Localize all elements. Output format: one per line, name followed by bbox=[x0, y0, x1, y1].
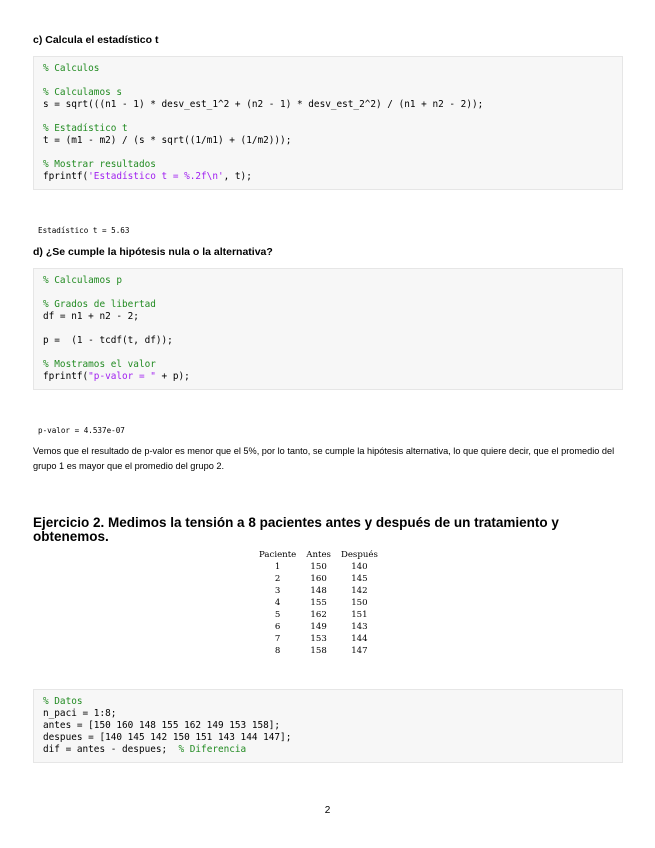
table-row bbox=[254, 633, 383, 645]
code-line bbox=[43, 75, 613, 87]
code-line bbox=[43, 720, 613, 732]
table-cell: 160 bbox=[310, 574, 327, 584]
table-row bbox=[254, 609, 383, 621]
code-line bbox=[43, 744, 613, 756]
page-number: 2 bbox=[324, 805, 331, 816]
code-line bbox=[43, 147, 613, 159]
code-line bbox=[43, 323, 613, 335]
table-cell: 151 bbox=[351, 610, 368, 620]
code-block-exercise-2 bbox=[33, 689, 623, 763]
code-line bbox=[43, 299, 613, 311]
table-cell: 140 bbox=[351, 562, 368, 572]
code-string: "p-valor = " bbox=[88, 371, 156, 382]
code-line bbox=[43, 359, 613, 371]
code-line bbox=[43, 287, 613, 299]
table-cell: 1 bbox=[274, 562, 281, 572]
table-body bbox=[254, 561, 383, 657]
code-text: p = (1 - tcdf(t, df)); bbox=[43, 335, 173, 346]
code-comment: % Diferencia bbox=[178, 744, 247, 755]
table-cell: 8 bbox=[274, 646, 281, 656]
header-antes: Antes bbox=[306, 550, 331, 560]
table-row bbox=[254, 561, 383, 573]
table-cell: 142 bbox=[351, 586, 368, 596]
table-cell: 147 bbox=[351, 646, 368, 656]
code-line bbox=[43, 696, 613, 708]
table-cell: 149 bbox=[310, 622, 327, 632]
code-comment: % Calculamos s bbox=[43, 87, 123, 98]
table-cell: 2 bbox=[274, 574, 281, 584]
table-cell: 144 bbox=[351, 634, 368, 644]
code-comment: % Grados de libertad bbox=[43, 299, 156, 310]
code-line bbox=[43, 135, 613, 147]
table-cell: 3 bbox=[274, 586, 281, 596]
table-cell: 145 bbox=[351, 574, 368, 584]
code-text: fprintf( bbox=[43, 171, 89, 182]
code-string: 'Estadístico t = %.2f\n' bbox=[88, 171, 224, 182]
code-line bbox=[43, 347, 613, 359]
table-row bbox=[254, 597, 383, 609]
code-text: df = n1 + n2 - 2; bbox=[43, 311, 139, 322]
code-text: n_paci = 1:8; bbox=[43, 708, 117, 719]
code-text: fprintf( bbox=[43, 371, 89, 382]
table-cell: 158 bbox=[310, 646, 327, 656]
table-cell: 148 bbox=[310, 586, 327, 596]
code-comment: % Estadístico t bbox=[43, 123, 128, 134]
code-block-section-c bbox=[33, 56, 623, 190]
code-text: dif = antes - despues; bbox=[43, 744, 179, 755]
table-row bbox=[254, 573, 383, 585]
tension-table bbox=[254, 549, 383, 657]
table-row bbox=[254, 621, 383, 633]
code-text: s = sqrt(((n1 - 1) * desv_est_1^2 + (n2 - 1) * desv_est_2^2) / (n1 + n2 - 2)); bbox=[43, 99, 484, 110]
table-row bbox=[254, 645, 383, 657]
code-line bbox=[43, 63, 613, 75]
code-block-section-d bbox=[33, 268, 623, 390]
code-line bbox=[43, 275, 613, 287]
table-cell: 153 bbox=[310, 634, 327, 644]
code-line bbox=[43, 123, 613, 135]
header-despues: Después bbox=[340, 550, 378, 560]
code-text: antes = [150 160 148 155 162 149 153 158]; bbox=[43, 720, 281, 731]
code-text: , t); bbox=[223, 171, 252, 182]
code-line bbox=[43, 159, 613, 171]
header-paciente: Paciente bbox=[259, 550, 297, 560]
section-c-heading: c) Calcula el estadístico t bbox=[33, 34, 159, 46]
section-d-heading: d) ¿Se cumple la hipótesis nula o la alternativa? bbox=[33, 246, 273, 258]
table-cell: 162 bbox=[310, 610, 327, 620]
table-cell: 4 bbox=[274, 598, 281, 608]
code-text: despues = [140 145 142 150 151 143 144 147]; bbox=[43, 732, 292, 743]
code-line bbox=[43, 87, 613, 99]
code-line bbox=[43, 111, 613, 123]
table-cell: 155 bbox=[310, 598, 327, 608]
table-cell: 7 bbox=[274, 634, 281, 644]
table-cell: 150 bbox=[310, 562, 327, 572]
code-text: + p); bbox=[155, 371, 190, 382]
code-comment: % Mostramos el valor bbox=[43, 359, 156, 370]
code-line bbox=[43, 311, 613, 323]
code-line bbox=[43, 335, 613, 347]
code-line bbox=[43, 171, 613, 183]
code-comment: % Calculos bbox=[43, 63, 100, 74]
code-comment: % Calculamos p bbox=[43, 275, 123, 286]
output-statistic-t: Estadístico t = 5.63 bbox=[38, 226, 130, 235]
table-header-row bbox=[254, 549, 383, 561]
code-line bbox=[43, 708, 613, 720]
exercise-2-heading: Ejercicio 2. Medimos la tensión a 8 pacientes antes y después de un tratamiento y obtenemos. bbox=[33, 515, 559, 544]
conclusion-paragraph: Vemos que el resultado de p-valor es menor que el 5%, por lo tanto, se cumple la hipótesis alternativa, lo que quiere decir, que el promedio del grupo 1 es mayor que el promedio del grupo 2. bbox=[33, 446, 615, 471]
code-comment: % Mostrar resultados bbox=[43, 159, 156, 170]
table-cell: 6 bbox=[274, 622, 281, 632]
code-line bbox=[43, 99, 613, 111]
table-cell: 150 bbox=[351, 598, 368, 608]
table-cell: 143 bbox=[351, 622, 368, 632]
table-cell: 5 bbox=[274, 610, 281, 620]
code-text: t = (m1 - m2) / (s * sqrt((1/m1) + (1/m2))); bbox=[43, 135, 292, 146]
code-line bbox=[43, 371, 613, 383]
table-row bbox=[254, 585, 383, 597]
code-comment: % Datos bbox=[43, 696, 83, 707]
code-line bbox=[43, 732, 613, 744]
output-p-value: p-valor = 4.537e-07 bbox=[38, 426, 125, 435]
